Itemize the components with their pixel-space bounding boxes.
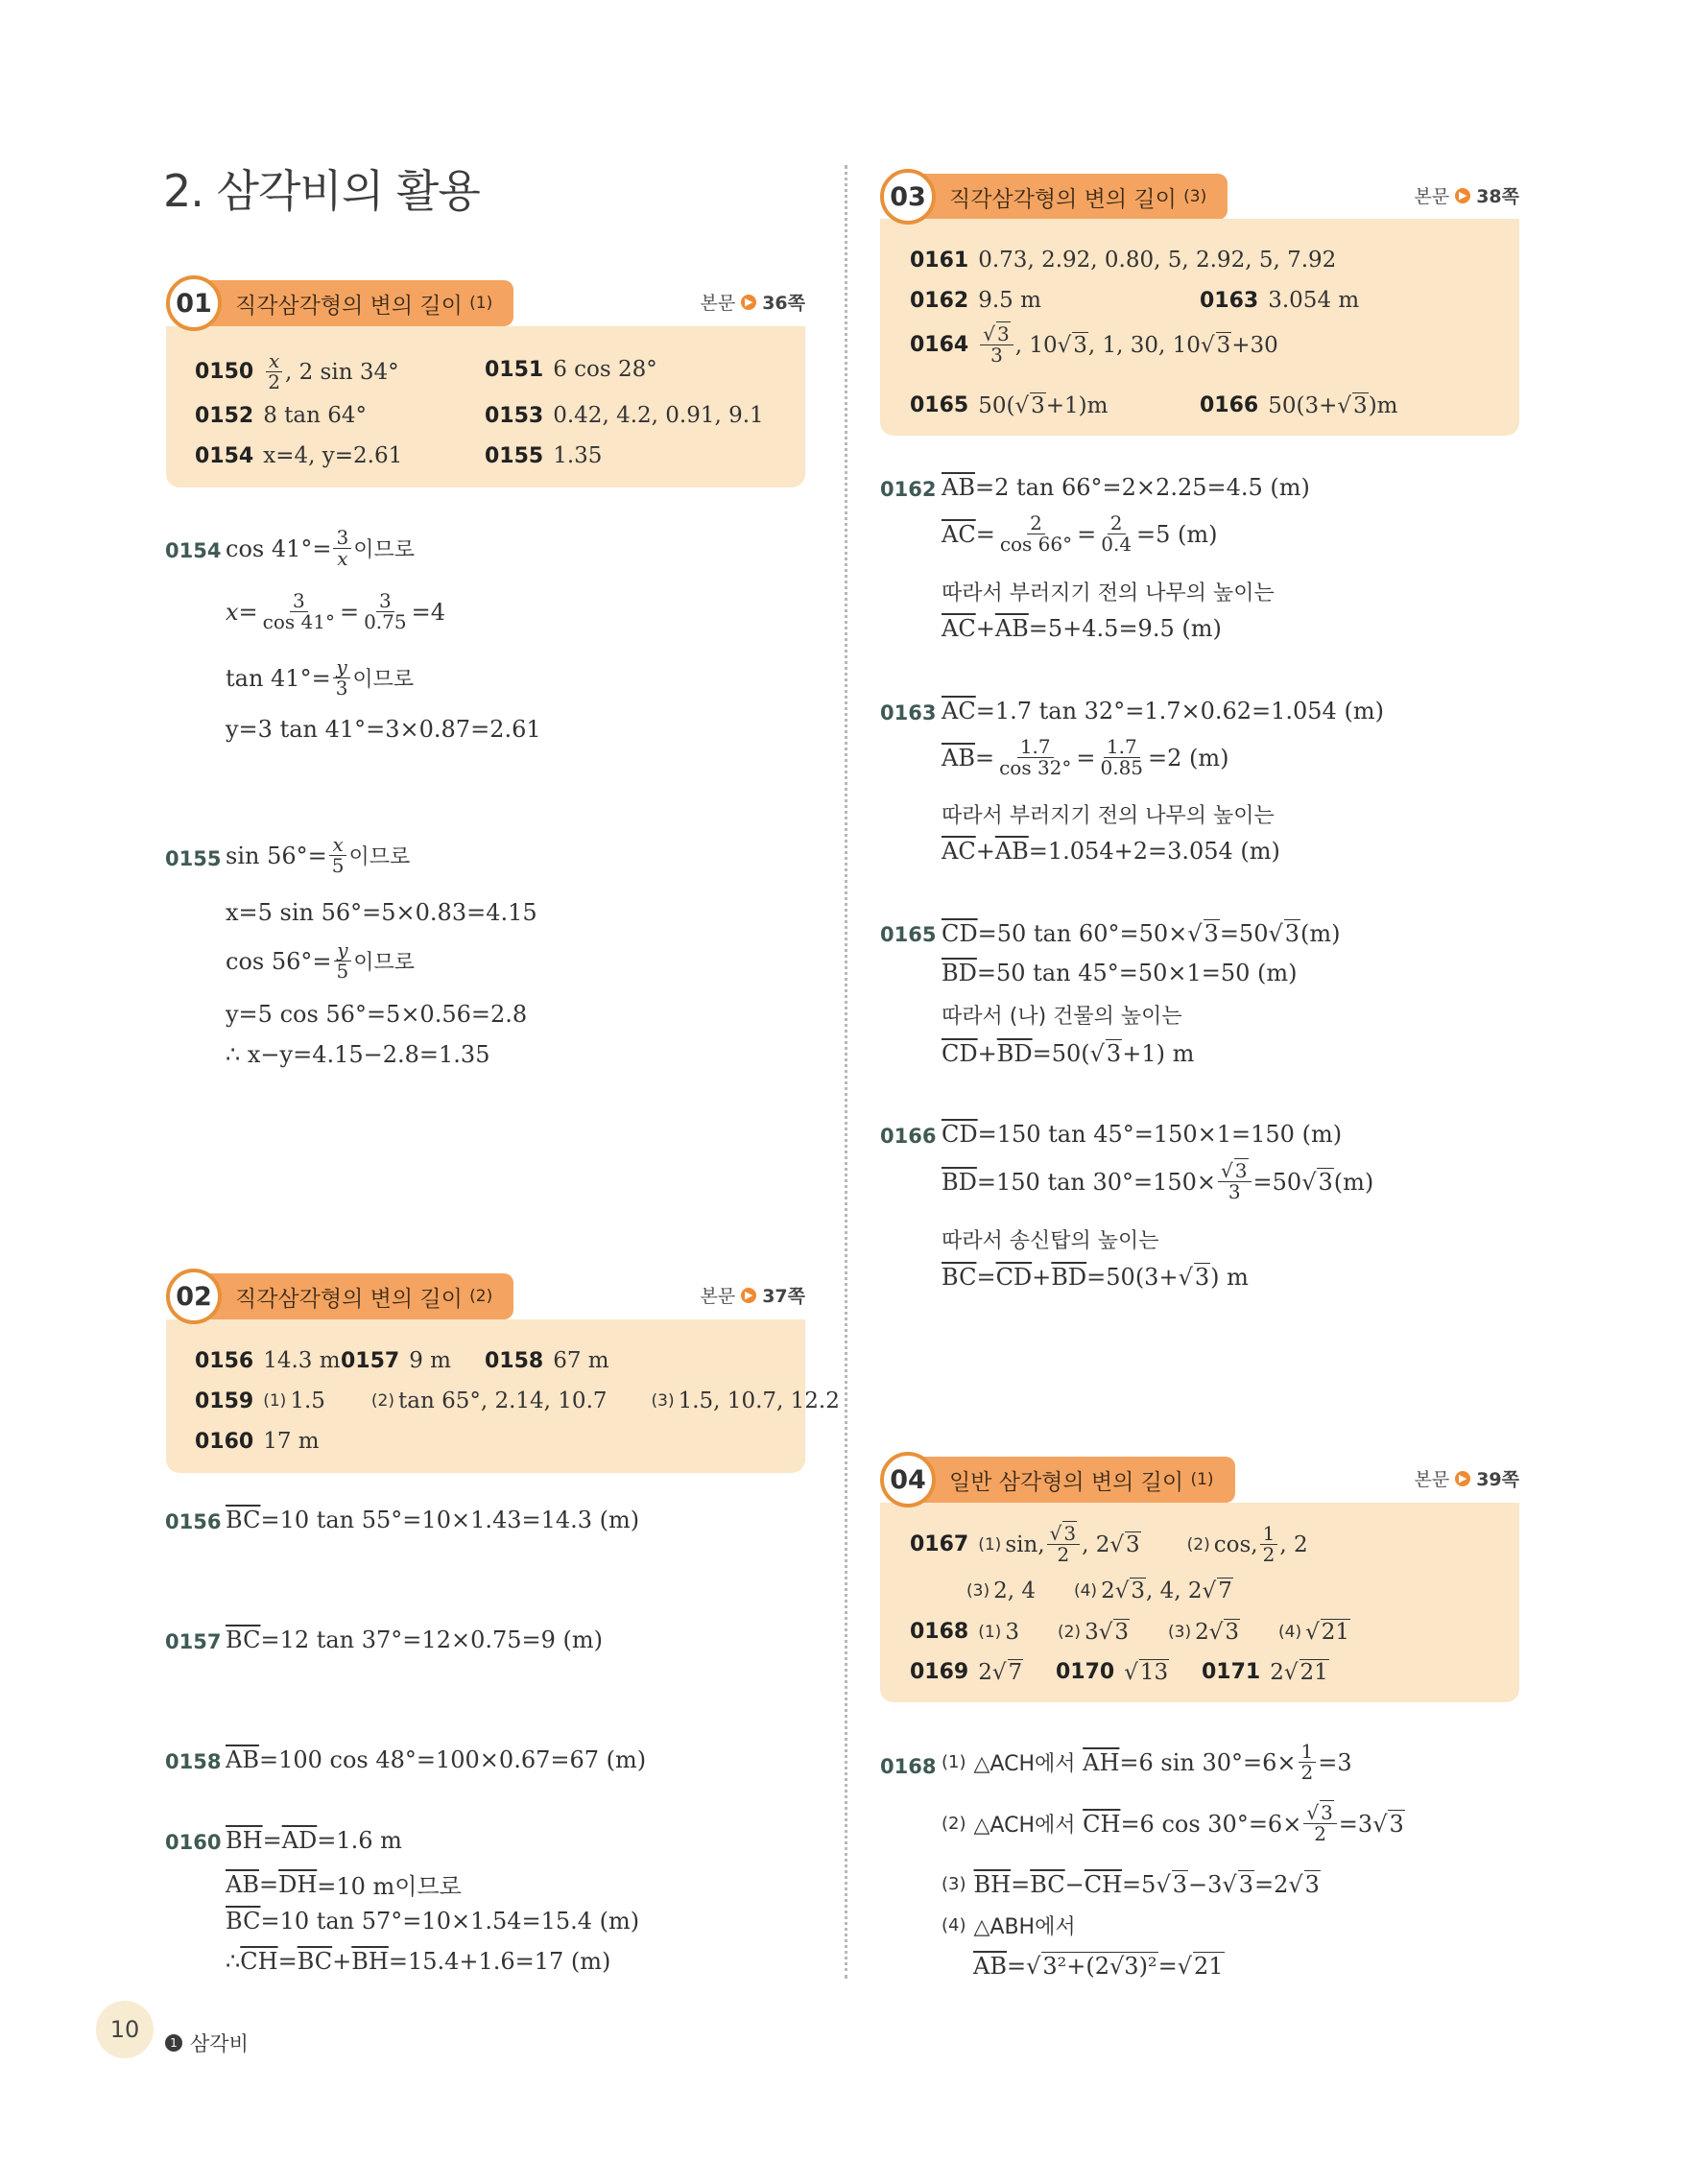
answer-0158: 0158 67 m: [485, 1348, 609, 1373]
answer-0166: 0166 50(3+ √ 3 )m: [1200, 392, 1398, 418]
solution-line: 따라서 부러지기 전의 나무의 높이는: [942, 582, 1275, 605]
section-number-badge: 03: [880, 169, 936, 225]
answer-0157: 0157 9 m: [341, 1348, 451, 1373]
solution-line: $\overline{BH}$ = $\overline{AD}$ =1.6 m: [226, 1827, 402, 1854]
solution-line: $\overline{BC}$ =10 tan 57°=10×1.54=15.4 (m): [226, 1908, 640, 1935]
fraction: $\frac{x}{2}$: [265, 351, 283, 392]
solution-line: tan 41°= $\frac{y}{3}$ 이므로: [226, 655, 415, 700]
solution-line: ∴ x−y=4.15−2.8=1.35: [226, 1041, 490, 1068]
arrow-right-icon: ▶: [1455, 188, 1470, 203]
arrow-right-icon: ▶: [741, 1288, 756, 1303]
solution-line: $\overline{AC}$ = $\frac{2}{\cos 66^\circ}$ = $\frac{2}{0.4}$ =5 (m): [942, 511, 1218, 556]
solution-line: $\overline{BC}$ =12 tan 37°=12×0.75=9 (m): [226, 1626, 603, 1653]
answer-0163: 0163 3.054 m: [1200, 288, 1360, 313]
solution-line: $\overline{BD}$ =150 tan 30°=150× $\frac{√ 3}{3}$ =50 √ 3 (m): [942, 1159, 1374, 1203]
solution-id-0165: 0165: [880, 923, 937, 946]
page-reference: 본문 ▶ 37쪽: [700, 1286, 805, 1307]
answer-0160: 0160 17 m: [195, 1429, 320, 1454]
page-reference: 본문 ▶ 36쪽: [700, 293, 805, 314]
solution-line: (4) △ABH에서: [942, 1915, 1076, 1939]
section-title: 직각삼각형의 변의 길이 (2): [195, 1273, 513, 1319]
section-number-badge: 02: [166, 1269, 222, 1324]
answer-0168: 0168 (1) 3 (2) 3 √ 3 (3) 2 √ 3 (4) √ 21: [910, 1619, 1350, 1645]
solution-line: (2) △ACH에서 $\overline{CH}$ =6 cos 30°=6× $\frac{√ 3}{2}$ =3 √ 3: [942, 1801, 1404, 1845]
column-divider: [845, 165, 847, 1979]
section-title: 직각삼각형의 변의 길이 (1): [195, 280, 513, 326]
section-number-badge: 04: [880, 1452, 936, 1507]
answer-0169: 0169 2 √ 7: [910, 1659, 1023, 1685]
solution-line: $\overline{CD}$ =150 tan 45°=150×1=150 (m): [942, 1121, 1343, 1148]
solution-id-0168: 0168: [880, 1755, 937, 1778]
solution-line: $\overline{BC}$ = $\overline{CD}$ + $\overline{BD}$ =50(3+ √ 3 ) m: [942, 1263, 1249, 1291]
solution-line: $\overline{CD}$ + $\overline{BD}$ =50( √ 3 +1) m: [942, 1039, 1195, 1067]
solution-line: 따라서 부러지기 전의 나무의 높이는: [942, 804, 1275, 828]
answer-0159: 0159 (1) 1.5 (2) tan 65°, 2.14, 10.7 (3) 1.5, 10.7, 12.2: [195, 1389, 840, 1413]
solution-line: (1) △ACH에서 $\overline{AH}$ =6 sin 30°=6× $\frac{1}{2}$ =3: [942, 1740, 1352, 1784]
answer-0167-cont: (3) 2, 4 (4) 2 √ 3 , 4, 2 √ 7: [966, 1578, 1232, 1603]
solution-id-0158: 0158: [165, 1750, 222, 1773]
solution-line: cos 56°= $\frac{y}{5}$ 이므로: [226, 938, 415, 983]
solution-id-0163: 0163: [880, 701, 937, 724]
solution-line: sin 56°= $\frac{x}{5}$ 이므로: [226, 833, 411, 877]
solution-line: 따라서 (나) 건물의 높이는: [942, 1005, 1182, 1029]
arrow-right-icon: ▶: [741, 295, 756, 310]
solution-id-0162: 0162: [880, 478, 937, 501]
answer-0156: 0156 14.3 m: [195, 1348, 341, 1373]
answer-0161: 0161 0.73, 2.92, 0.80, 5, 2.92, 5, 7.92: [910, 248, 1337, 273]
page-reference: 본문 ▶ 38쪽: [1414, 186, 1519, 207]
solution-id-0155: 0155: [165, 847, 222, 870]
solution-id-0157: 0157: [165, 1630, 222, 1653]
answer-0154: 0154 x=4, y=2.61: [195, 443, 403, 468]
answer-0164: 0164 $\frac{√ 3}{3}$ , 10 √ 3 , 1, 30, 10 √ 3 +30: [910, 322, 1278, 367]
answer-0150: 0150 $\frac{x}{2}$ , 2 sin 34°: [195, 349, 399, 393]
solution-line: $\overline{BC}$ =10 tan 55°=10×1.43=14.3 (m): [226, 1507, 640, 1533]
footer-chapter: 1 삼각비: [165, 2029, 249, 2057]
solution-line: $\overline{CD}$ =50 tan 60°=50× √ 3 =50 √ 3 (m): [942, 919, 1341, 947]
solution-line: $\overline{AC}$ + $\overline{AB}$ =5+4.5=9.5 (m): [942, 615, 1222, 642]
solution-line: y=5 cos 56°=5×0.56=2.8: [226, 1001, 528, 1028]
solution-line: x=5 sin 56°=5×0.83=4.15: [226, 899, 537, 926]
answer-0170: 0170 √ 13: [1056, 1659, 1169, 1685]
solution-line: $\overline{AB}$ =100 cos 48°=100×0.67=67 (m): [226, 1746, 647, 1773]
solution-line: $\overline{AB}$ = $\frac{1.7}{\cos 32^\circ}$ = $\frac{1.7}{0.85}$ =2 (m): [942, 735, 1229, 779]
answer-0165: 0165 50( √ 3 +1)m: [910, 392, 1109, 418]
answer-0153: 0153 0.42, 4.2, 0.91, 9.1: [485, 403, 764, 428]
solution-id-0154: 0154: [165, 539, 222, 562]
solution-id-0160: 0160: [165, 1831, 222, 1854]
solution-line: $\overline{AC}$ =1.7 tan 32°=1.7×0.62=1.054 (m): [942, 698, 1384, 724]
page-number: 10: [96, 2001, 154, 2058]
solution-id-0156: 0156: [165, 1510, 222, 1533]
chapter-number-badge: 1: [165, 2034, 182, 2052]
answer-0151: 0151 6 cos 28°: [485, 357, 657, 382]
solution-line: x= $\frac{3}{\cos 41^\circ}$ = $\frac{3}{0.75}$ =4: [226, 589, 445, 633]
answer-0167: 0167 (1) sin, $\frac{√ 3}{2}$ , 2 √ 3 (2) cos, $\frac{1}{2}$ , 2: [910, 1522, 1308, 1566]
answer-0171: 0171 2 √ 21: [1202, 1659, 1328, 1685]
answer-0155: 0155 1.35: [485, 443, 603, 468]
section-title: 직각삼각형의 변의 길이 (3): [909, 174, 1228, 220]
arrow-right-icon: ▶: [1455, 1471, 1470, 1486]
section-number-badge: 01: [166, 275, 222, 331]
solution-line: cos 41°= $\frac{3}{x}$ 이므로: [226, 526, 415, 570]
solution-id-0166: 0166: [880, 1125, 937, 1148]
solution-line: $\overline{AB}$ = √ 3²+(2√3)² = √ 21: [973, 1952, 1224, 1980]
answer-0152: 0152 8 tan 64°: [195, 403, 368, 428]
solution-line: $\overline{AC}$ + $\overline{AB}$ =1.054+2=3.054 (m): [942, 838, 1280, 865]
solution-line: 따라서 송신탑의 높이는: [942, 1229, 1159, 1253]
answer-0162: 0162 9.5 m: [910, 288, 1041, 313]
page-reference: 본문 ▶ 39쪽: [1414, 1469, 1519, 1490]
solution-line: $\overline{AB}$ = $\overline{DH}$ =10 m이므로: [226, 1870, 462, 1900]
solution-line: $\overline{AB}$ =2 tan 66°=2×2.25=4.5 (m): [942, 474, 1310, 501]
solution-line: $\overline{BD}$ =50 tan 45°=50×1=50 (m): [942, 960, 1298, 986]
solution-line: (3) $\overline{BH}$ = $\overline{BC}$ − $\overline{CH}$ =5 √ 3 −3 √ 3 =2 √ 3: [942, 1870, 1320, 1898]
chapter-title: 2. 삼각비의 활용: [163, 165, 480, 217]
solution-line: y=3 tan 41°=3×0.87=2.61: [226, 716, 541, 743]
solution-line: ∴ $\overline{CH}$ = $\overline{BC}$ + $\overline{BH}$ =15.4+1.6=17 (m): [226, 1948, 611, 1975]
section-title: 일반 삼각형의 변의 길이 (1): [909, 1457, 1235, 1503]
